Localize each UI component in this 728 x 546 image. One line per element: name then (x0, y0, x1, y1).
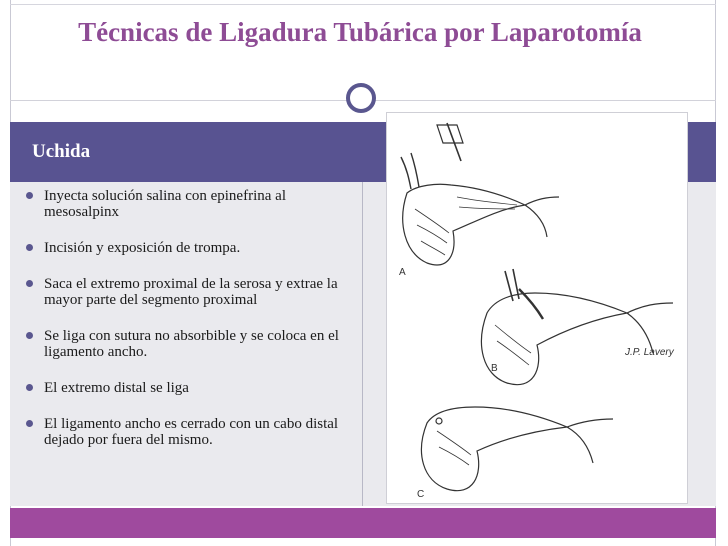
bullet-text: El extremo distal se liga (44, 380, 189, 396)
bullet-item (24, 188, 344, 220)
content-divider (362, 182, 363, 506)
bullet-item (24, 380, 344, 396)
bullet-dot-icon (26, 280, 33, 287)
bullet-text: Se liga con sutura no absorbible y se coloca en el ligamento ancho. (44, 328, 339, 360)
bullet-text: El ligamento ancho es cerrado con un cabo distal dejado por fuera del mismo. (44, 416, 339, 448)
bullet-item (24, 416, 344, 448)
bullet-dot-icon (26, 420, 33, 427)
bullet-list (24, 188, 344, 468)
bullet-dot-icon (26, 384, 33, 391)
bullet-text: Saca el extremo proximal de la serosa y extrae la mayor parte del segmento proximal (44, 276, 338, 308)
tube-drawing-a (401, 123, 559, 265)
tube-drawing-c (421, 407, 613, 491)
slide-title: Técnicas de Ligadura Tubárica por Laparotomía (78, 17, 642, 47)
footer-band (10, 508, 716, 538)
bullet-text: Inyecta solución salina con epinefrina al mesosalpinx (44, 188, 286, 220)
surgical-illustration (386, 112, 688, 504)
panel-label-c: C (417, 489, 425, 500)
tube-drawing-b (481, 269, 673, 385)
illustration-svg (387, 113, 687, 503)
bullet-dot-icon (26, 244, 33, 251)
bullet-dot-icon (26, 332, 33, 339)
bullet-item (24, 276, 344, 308)
panel-label-b: B (491, 363, 498, 374)
separator-circle-icon (346, 83, 376, 113)
bullet-dot-icon (26, 192, 33, 199)
illustrator-signature: J.P. Lavery (625, 347, 674, 358)
slide-subtitle: Uchida (32, 141, 91, 162)
bullet-item (24, 240, 344, 256)
panel-label-a: A (399, 267, 406, 278)
frame-top-line (10, 4, 716, 5)
bullet-text: Incisión y exposición de trompa. (44, 240, 241, 256)
bullet-item (24, 328, 344, 360)
